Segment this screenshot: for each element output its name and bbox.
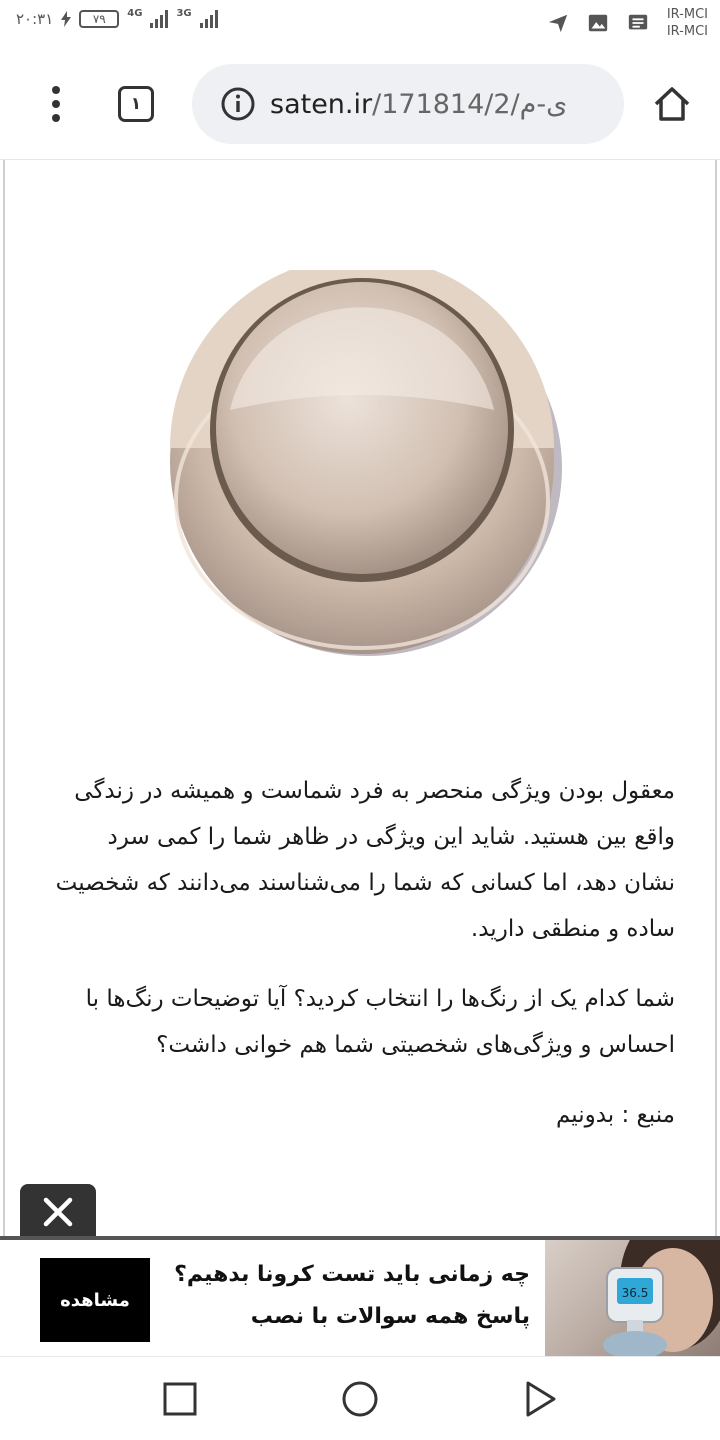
- thermometer-reading: 36.5: [621, 1286, 649, 1300]
- ad-photo-illustration: [545, 1240, 720, 1356]
- url-domain: saten.ir: [270, 88, 373, 120]
- ad-headline: چه زمانی باید تست کرونا بدهیم؟: [174, 1262, 530, 1287]
- battery-indicator: ۷۹: [79, 10, 119, 28]
- status-bar: [0, 0, 720, 50]
- carrier-labels: [667, 6, 708, 40]
- ad-view-button[interactable]: مشاهده: [40, 1258, 150, 1342]
- system-nav-bar: [0, 1356, 720, 1440]
- message-icon: [627, 12, 649, 34]
- info-icon[interactable]: [220, 86, 256, 122]
- article-paragraph-1: معقول بودن ویژگی منحصر به فرد شماست و همیشه در زندگی واقع بین هستید. شاید این ویژگی در ظاهر شما را کمی سرد نشان دهد، اما کسانی که شما را می‌شناسند می‌دانند که شخصیت ساده و منطقی دارید.: [55, 778, 675, 942]
- article-body: [55, 768, 675, 1162]
- recent-apps-icon[interactable]: [160, 1379, 200, 1419]
- home-circle-icon[interactable]: [340, 1379, 380, 1419]
- gallery-icon: [587, 12, 609, 34]
- charging-icon: [61, 11, 71, 27]
- ad-photo[interactable]: [545, 1240, 720, 1356]
- ad-text[interactable]: [165, 1254, 530, 1338]
- network-type-1: 4G: [127, 7, 143, 19]
- status-left: [16, 7, 218, 28]
- url-text[interactable]: [270, 89, 567, 120]
- carrier-2: IR-MCI: [666, 24, 708, 39]
- signal-icon-2: [200, 10, 218, 28]
- network-type-2: 3G: [176, 7, 192, 19]
- menu-icon[interactable]: [40, 82, 72, 126]
- close-icon: [43, 1197, 73, 1227]
- ad-banner[interactable]: [0, 1236, 720, 1356]
- color-button-image: [160, 270, 570, 680]
- page-content: [3, 160, 717, 1240]
- clock: ۲۰:۳۱: [16, 10, 54, 28]
- signal-icon: [150, 10, 168, 28]
- article-paragraph-2: شما کدام یک از رنگ‌ها را انتخاب کردید؟ آیا توضیحات رنگ‌ها با احساس و ویژگی‌های شخصیتی شما هم خوانی داشت؟: [85, 986, 675, 1058]
- article-source: منبع : بدونیم: [555, 1102, 675, 1128]
- home-icon[interactable]: [650, 82, 694, 126]
- tab-switcher-button[interactable]: ۱: [118, 86, 154, 122]
- address-bar[interactable]: [192, 64, 624, 144]
- send-icon: [547, 12, 569, 34]
- url-path: /171814/2/ی-م: [372, 88, 568, 120]
- back-icon[interactable]: [520, 1379, 560, 1419]
- status-right: [547, 6, 708, 40]
- close-ad-button[interactable]: [20, 1184, 96, 1240]
- browser-toolbar: [0, 50, 720, 160]
- ad-subline: پاسخ همه سوالات با نصب: [250, 1304, 530, 1329]
- carrier-1: IR-MCI: [666, 7, 708, 22]
